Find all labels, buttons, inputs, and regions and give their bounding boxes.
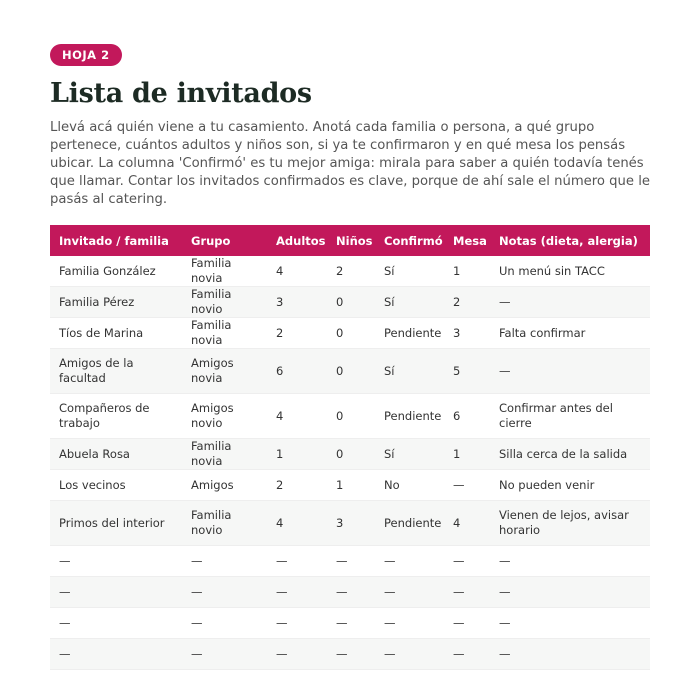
table-body <box>50 256 650 670</box>
table-row <box>50 318 650 349</box>
cell-table: — <box>444 546 490 577</box>
cell-notes: — <box>490 349 650 394</box>
cell-group: Amigos novio <box>182 394 267 439</box>
cell-table: 1 <box>444 256 490 287</box>
cell-confirmed: Pendiente <box>375 501 444 546</box>
cell-children: — <box>327 546 375 577</box>
table-row <box>50 287 650 318</box>
cell-children: — <box>327 639 375 670</box>
sheet-badge: HOJA 2 <box>50 44 122 66</box>
cell-children: 0 <box>327 349 375 394</box>
cell-guest: — <box>50 608 182 639</box>
cell-confirmed: — <box>375 546 444 577</box>
cell-table: 4 <box>444 501 490 546</box>
table-row <box>50 470 650 501</box>
cell-guest: Familia González <box>50 256 182 287</box>
cell-adults: 4 <box>267 256 327 287</box>
cell-notes: — <box>490 546 650 577</box>
cell-guest: Amigos de la facultad <box>50 349 182 394</box>
cell-guest: Los vecinos <box>50 470 182 501</box>
header-cell-table: Mesa <box>444 225 490 256</box>
cell-children: 1 <box>327 470 375 501</box>
cell-confirmed: Sí <box>375 287 444 318</box>
cell-table: — <box>444 470 490 501</box>
cell-guest: — <box>50 577 182 608</box>
cell-notes: Falta confirmar <box>490 318 650 349</box>
cell-adults: 2 <box>267 470 327 501</box>
cell-adults: 4 <box>267 394 327 439</box>
cell-table: 3 <box>444 318 490 349</box>
cell-confirmed: Sí <box>375 256 444 287</box>
cell-group: Familia novio <box>182 287 267 318</box>
cell-table: — <box>444 639 490 670</box>
table-row <box>50 349 650 394</box>
table-row <box>50 394 650 439</box>
cell-adults: 3 <box>267 287 327 318</box>
header-cell-children: Niños <box>327 225 375 256</box>
cell-notes: Silla cerca de la salida <box>490 439 650 470</box>
table-header <box>50 225 650 256</box>
cell-children: 0 <box>327 394 375 439</box>
cell-children: 0 <box>327 287 375 318</box>
header-row <box>50 225 650 256</box>
cell-adults: — <box>267 639 327 670</box>
cell-children: 2 <box>327 256 375 287</box>
header-cell-guest: Invitado / familia <box>50 225 182 256</box>
cell-guest: Compañeros de trabajo <box>50 394 182 439</box>
cell-table: 6 <box>444 394 490 439</box>
cell-notes: — <box>490 608 650 639</box>
cell-guest: Familia Pérez <box>50 287 182 318</box>
cell-guest: Primos del interior <box>50 501 182 546</box>
guest-table <box>50 225 650 670</box>
cell-table: — <box>444 577 490 608</box>
cell-notes: Un menú sin TACC <box>490 256 650 287</box>
cell-children: — <box>327 608 375 639</box>
cell-children: — <box>327 577 375 608</box>
table-row <box>50 546 650 577</box>
cell-children: 3 <box>327 501 375 546</box>
intro-paragraph: Llevá acá quién viene a tu casamiento. Anotá cada familia o persona, a qué grupo pertenece, cuántos adultos y niños son, si ya te confirmaron y en qué mesa los pensás ubicar. La columna 'Confirmó' es tu mejor amiga: mirala para saber a quién todavía tenés que llamar. Contar los invitados confirmados es clave, porque de ahí sale el número que le pasás al catering. <box>50 120 650 207</box>
table-row <box>50 439 650 470</box>
cell-notes: — <box>490 287 650 318</box>
cell-guest: Tíos de Marina <box>50 318 182 349</box>
cell-group: — <box>182 577 267 608</box>
cell-notes: No pueden venir <box>490 470 650 501</box>
cell-group: Familia novio <box>182 501 267 546</box>
cell-adults: 1 <box>267 439 327 470</box>
table-row <box>50 608 650 639</box>
cell-children: 0 <box>327 318 375 349</box>
cell-guest: — <box>50 546 182 577</box>
cell-group: — <box>182 546 267 577</box>
cell-notes: Confirmar antes del cierre <box>490 394 650 439</box>
header-cell-adults: Adultos <box>267 225 327 256</box>
table-row <box>50 501 650 546</box>
cell-confirmed: — <box>375 577 444 608</box>
cell-adults: 2 <box>267 318 327 349</box>
header-cell-group: Grupo <box>182 225 267 256</box>
cell-group: Amigos novia <box>182 349 267 394</box>
cell-notes: — <box>490 577 650 608</box>
cell-children: 0 <box>327 439 375 470</box>
cell-adults: — <box>267 577 327 608</box>
cell-table: — <box>444 608 490 639</box>
cell-adults: — <box>267 608 327 639</box>
cell-confirmed: Sí <box>375 439 444 470</box>
cell-notes: Vienen de lejos, avisar horario <box>490 501 650 546</box>
cell-table: 1 <box>444 439 490 470</box>
cell-adults: 4 <box>267 501 327 546</box>
cell-confirmed: No <box>375 470 444 501</box>
cell-adults: 6 <box>267 349 327 394</box>
table-row <box>50 639 650 670</box>
cell-confirmed: — <box>375 608 444 639</box>
cell-group: Familia novia <box>182 318 267 349</box>
header-cell-notes: Notas (dieta, alergia) <box>490 225 650 256</box>
cell-confirmed: Pendiente <box>375 394 444 439</box>
cell-group: — <box>182 608 267 639</box>
cell-guest: — <box>50 639 182 670</box>
cell-guest: Abuela Rosa <box>50 439 182 470</box>
table-row <box>50 577 650 608</box>
cell-confirmed: — <box>375 639 444 670</box>
cell-group: Amigos <box>182 470 267 501</box>
header-cell-confirmed: Confirmó <box>375 225 444 256</box>
cell-confirmed: Pendiente <box>375 318 444 349</box>
cell-confirmed: Sí <box>375 349 444 394</box>
page-title: Lista de invitados <box>50 78 312 109</box>
cell-table: 5 <box>444 349 490 394</box>
table-row <box>50 256 650 287</box>
cell-group: Familia novia <box>182 256 267 287</box>
cell-group: Familia novia <box>182 439 267 470</box>
cell-adults: — <box>267 546 327 577</box>
cell-table: 2 <box>444 287 490 318</box>
cell-notes: — <box>490 639 650 670</box>
cell-group: — <box>182 639 267 670</box>
